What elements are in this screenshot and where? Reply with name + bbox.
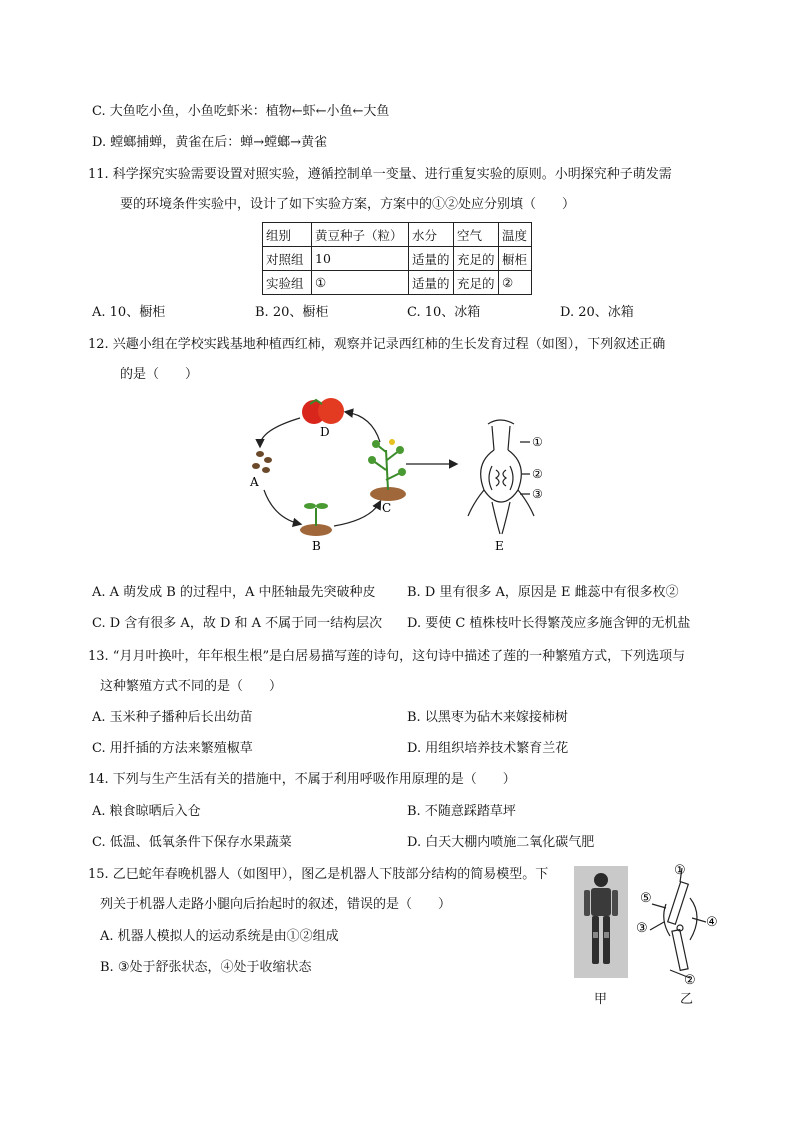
tomato-plant-icon [368,439,406,501]
label-4: ④ [706,915,718,930]
q13-option-a: A. 玉米种子播种后长出幼苗 [92,710,253,725]
q11-option-d: D. 20、冰箱 [560,305,634,320]
q13-option-d: D. 用组织培养技术繁育兰花 [407,741,569,756]
q11-option-a: A. 10、橱柜 [92,305,166,320]
q13-stem-line1: 13. “月月叶换叶，年年根生根”是白居易描写莲的诗句，这句诗中描述了莲的一种繁殖方式，下列选项与 [88,649,686,664]
table-header-cell: 温度 [499,223,532,247]
q10-option-c: C. 大鱼吃小鱼，小鱼吃虾米：植物←虾←小鱼←大鱼 [92,104,390,119]
table-cell: ② [499,271,532,295]
table-cell: 充足的 [454,271,499,295]
table-row [263,247,532,271]
table-cell: 橱柜 [499,247,532,271]
table-cell: 实验组 [263,271,312,295]
label-1: ① [674,863,686,878]
q15-stem-line2: 列关于机器人走路小腿向后抬起时的叙述，错误的是（ ） [100,897,452,912]
table-cell: 适量的 [409,247,454,271]
label-c: C [382,501,392,515]
table-row [263,271,532,295]
label-b: B [312,539,321,553]
q14-option-c: C. 低温、低氧条件下保存水果蔬菜 [92,835,292,850]
label-e: E [495,539,504,553]
q12-option-d: D. 要使 C 植株枝叶长得繁茂应多施含钾的无机盐 [407,616,691,631]
label-3: ③ [532,487,543,501]
seeds-icon [252,451,272,473]
label-2: ② [684,973,696,988]
q13-option-b: B. 以黑枣为砧木来嫁接柿树 [407,710,568,725]
q15-option-b: B. ③处于舒张状态，④处于收缩状态 [100,960,312,975]
tomato-lifecycle-figure [230,390,560,560]
table-cell: ① [312,271,409,295]
label-2: ② [532,467,543,481]
q13-stem-line2: 这种繁殖方式不同的是（ ） [100,679,283,694]
label-d: D [320,425,330,439]
q14-option-a: A. 粮食晾晒后入仓 [92,804,201,819]
label-1: ① [532,435,543,449]
q14-stem-line1: 14. 下列与生产生活有关的措施中，不属于利用呼吸作用原理的是（ ） [88,772,516,787]
tomato-fruit-icon [302,398,344,424]
leg-model-diagram [630,860,726,988]
q12-stem-line2: 的是（ ） [120,367,199,382]
table-cell: 对照组 [263,247,312,271]
table-header-row [263,223,532,247]
q15-stem-line1: 15. 乙巳蛇年春晚机器人（如图甲），图乙是机器人下肢部分结构的简易模型。下 [88,867,549,882]
label-5: ⑤ [640,891,652,906]
q12-option-b: B. D 里有很多 A，原因是 E 雌蕊中有很多枚② [407,585,679,600]
label-a: A [250,475,259,489]
robot-photo [574,866,628,978]
table-header-cell: 空气 [454,223,499,247]
label-3: ③ [636,921,648,936]
table-cell: 充足的 [454,247,499,271]
q12-stem-line1: 12. 兴趣小组在学校实践基地种植西红柿，观察并记录西红柿的生长发育过程（如图），下列叙述正确 [88,337,666,352]
table-header-cell: 组别 [263,223,312,247]
q10-option-d: D. 螳螂捕蝉，黄雀在后：蝉→螳螂→黄雀 [92,135,328,150]
q12-option-c: C. D 含有很多 A，故 D 和 A 不属于同一结构层次 [92,616,383,631]
q11-experiment-table [262,222,532,295]
table-header-cell: 水分 [409,223,454,247]
table-header-cell: 黄豆种子（粒） [312,223,409,247]
q15-option-a: A. 机器人模拟人的运动系统是由①②组成 [100,929,339,944]
flower-pistil-diagram [468,420,534,534]
caption-jia: 甲 [594,992,608,1007]
q11-option-b: B. 20、橱柜 [255,305,329,320]
q13-option-c: C. 用扦插的方法来繁殖椒草 [92,741,253,756]
q14-option-d: D. 白天大棚内喷施二氧化碳气肥 [407,835,595,850]
seedling-icon [300,503,332,536]
table-cell: 适量的 [409,271,454,295]
q12-option-a: A. A 萌发成 B 的过程中，A 中胚轴最先突破种皮 [92,585,376,600]
q14-option-b: B. 不随意踩踏草坪 [407,804,516,819]
table-cell: 10 [312,247,409,271]
q11-option-c: C. 10、冰箱 [407,305,481,320]
q11-stem-line1: 11. 科学探究实验需要设置对照实验，遵循控制单一变量、进行重复实验的原则。小明探究种子萌发需 [88,167,672,182]
q11-stem-line2: 要的环境条件实验中，设计了如下实验方案，方案中的①②处应分别填（ ） [120,197,576,212]
caption-yi: 乙 [680,992,694,1007]
